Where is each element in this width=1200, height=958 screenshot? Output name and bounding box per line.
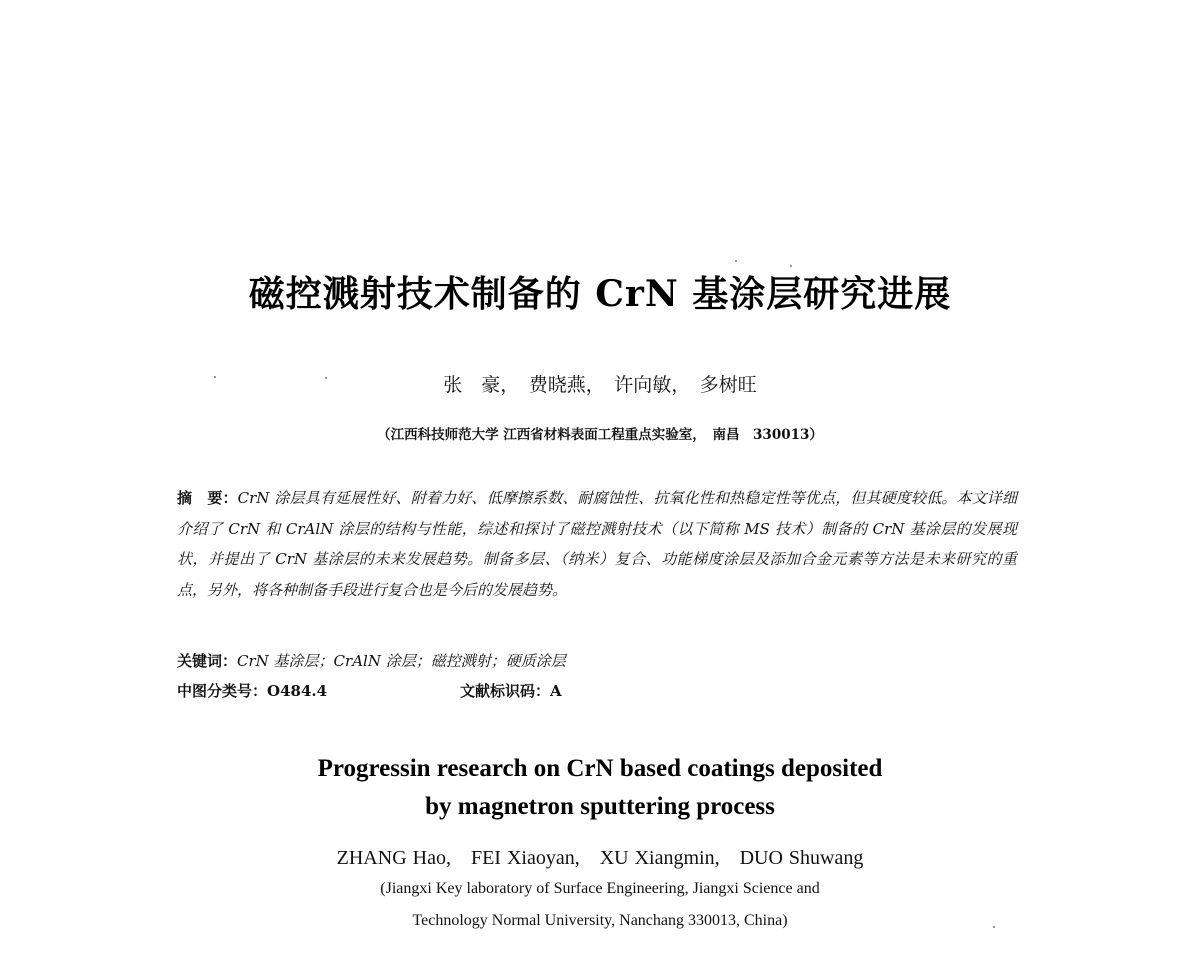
scan-speck <box>214 376 216 378</box>
keywords-label: 关键词： <box>177 652 238 670</box>
document-code-label: 文献标识码： <box>460 682 551 700</box>
keywords-text: CrN 基涂层；CrAlN 涂层；磁控溅射；硬质涂层 <box>237 652 566 670</box>
chinese-title: 磁控溅射技术制备的 CrN 基涂层研究进展 <box>248 273 952 315</box>
chinese-affiliation: （江西科技师范大学 江西省材料表面工程重点实验室， 南昌 330013） <box>377 427 823 443</box>
english-affiliation-line-2: Technology Normal University, Nanchang 330013, China) <box>412 912 788 929</box>
abstract-label: 摘 要： <box>177 489 238 507</box>
abstract-text: CrN 涂层具有延展性好、附着力好、低摩擦系数、耐腐蚀性、抗氧化性和热稳定性等优点，但其硬度较低。本文详细介绍了 CrN 和 CrAlN 涂层的结构与性能，综述和探讨了磁控溅射技术（以下简称 MS 技术）制备的 CrN 基涂层的发展现状，并提出了 CrN 基涂层的未来发展趋势。制备多层、（纳米）复合、功能梯度涂层及添加合金元素等方法是未来研究的重点，另外，将各种制备手段进行复合也是今后的发展趋势。 <box>177 489 1017 599</box>
classification-value: O484.4 <box>267 682 328 700</box>
document-code <box>460 680 562 701</box>
english-title-line-2: by magnetron sputtering process <box>425 793 775 820</box>
english-title <box>0 750 1200 826</box>
scan-speck <box>993 926 995 928</box>
english-affiliation <box>0 873 1200 937</box>
classification-line <box>177 680 562 701</box>
abstract <box>177 483 1017 605</box>
document-code-value: A <box>550 682 562 700</box>
english-title-line-1: Progressin research on CrN based coatings deposited <box>317 755 883 782</box>
scan-speck <box>790 265 792 267</box>
keywords <box>177 650 566 671</box>
chinese-authors: 张 豪， 费晓燕， 许向敏， 多树旺 <box>443 374 757 396</box>
scan-speck <box>325 377 327 379</box>
scan-speck <box>735 260 737 262</box>
english-authors: ZHANG Hao, FEI Xiaoyan, XU Xiangmin, DUO Shuwang <box>336 847 864 869</box>
classification-label: 中图分类号： <box>177 682 268 700</box>
english-affiliation-line-1: (Jiangxi Key laboratory of Surface Engineering, Jiangxi Science and <box>380 880 820 897</box>
